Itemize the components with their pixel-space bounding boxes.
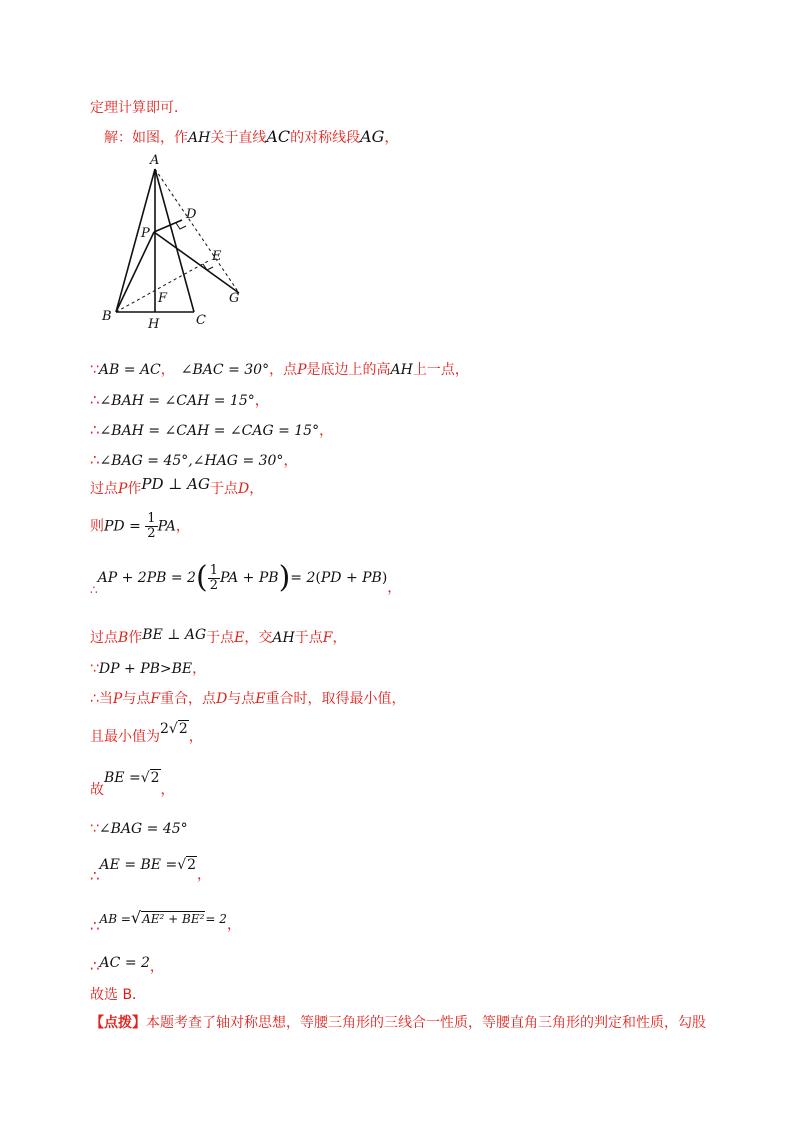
- math: AG: [360, 127, 385, 146]
- math: D: [238, 481, 250, 497]
- therefore-symbol: ∴: [90, 421, 100, 439]
- math: ∠BAH = ∠CAH = ∠CAG = 15°: [99, 423, 320, 439]
- value-2-sqrt-2: [160, 721, 189, 737]
- step-7: [90, 560, 402, 603]
- math: PD + PB: [320, 570, 382, 586]
- math: AH: [272, 630, 295, 646]
- math: ∠BAC = 30°: [180, 362, 270, 378]
- sqrt-symbol: √: [130, 908, 142, 927]
- step-10: [90, 689, 406, 709]
- text: 定理计算即可．: [90, 100, 188, 116]
- geometry-figure: [96, 150, 256, 330]
- text: ，: [283, 453, 298, 469]
- text: ，点: [269, 362, 298, 378]
- step-2: [90, 390, 269, 411]
- fraction-one-half: [145, 512, 157, 541]
- math: PA + PB: [219, 570, 279, 586]
- math: AH: [188, 130, 211, 146]
- step-9: [90, 659, 206, 679]
- label-P: P: [141, 226, 150, 241]
- therefore-symbol: ∴: [90, 391, 100, 409]
- text: 与点: [227, 691, 256, 707]
- label-E: E: [212, 249, 222, 264]
- math: ∠BAG = 45°: [98, 821, 188, 837]
- text: ，交: [244, 630, 273, 646]
- paren: ): [381, 570, 388, 586]
- math: AB =: [99, 912, 131, 926]
- math: = 2: [205, 912, 227, 926]
- step-8: [90, 628, 346, 648]
- step-6: [90, 512, 190, 541]
- text: ，: [197, 867, 212, 883]
- math: AC: [266, 127, 291, 146]
- math: BE ⊥ AG: [142, 627, 207, 643]
- radicand: 2: [187, 857, 197, 873]
- text: ，: [254, 393, 269, 409]
- text: ，: [149, 959, 164, 975]
- math: DP + PB>BE: [98, 661, 193, 677]
- text: 是底边上的高: [306, 362, 391, 378]
- math: B: [118, 630, 129, 646]
- text-line-2: [104, 127, 398, 148]
- text: 且最小值为: [90, 729, 160, 745]
- therefore-symbol: ∴: [90, 583, 98, 597]
- segment-AG: [155, 169, 239, 293]
- denominator: 2: [209, 577, 218, 593]
- text: ，: [332, 630, 347, 646]
- text: 的对称线段: [290, 130, 361, 146]
- step-11: [90, 721, 203, 747]
- text: 于点: [294, 630, 323, 646]
- text: 重合时，取得最小值，: [265, 691, 406, 707]
- math: ∠BAG = 45°,∠HAG = 30°: [99, 453, 284, 469]
- paren: ): [278, 560, 291, 595]
- coefficient: 2: [160, 721, 169, 737]
- text: ，: [175, 518, 190, 535]
- math: E: [255, 691, 266, 707]
- paren: (: [315, 570, 321, 586]
- numerator: 1: [147, 511, 156, 526]
- math: AE² + BE²: [142, 912, 205, 926]
- step-14: [90, 857, 212, 885]
- step-17: [90, 985, 146, 1005]
- math: F: [150, 691, 161, 707]
- step-4: [90, 450, 297, 471]
- segment-PG: [154, 232, 239, 293]
- text: 作: [128, 630, 143, 646]
- text-line-1: [90, 98, 188, 118]
- text: ，: [319, 423, 334, 439]
- because-symbol: ∵: [90, 362, 99, 378]
- label-G: G: [229, 291, 240, 306]
- math: AC = 2: [99, 955, 150, 971]
- text: 故选 B．: [90, 987, 147, 1003]
- label-B: B: [102, 309, 112, 324]
- text: ，: [160, 782, 175, 798]
- radicand: 2: [150, 770, 160, 786]
- text: 于点: [206, 630, 235, 646]
- math: AH: [390, 362, 413, 378]
- step-15: [90, 908, 241, 935]
- math: D: [216, 691, 228, 707]
- label-H: H: [148, 317, 160, 330]
- therefore-symbol: ∴: [90, 917, 100, 935]
- text: ，: [226, 917, 241, 933]
- text: 过点: [90, 481, 118, 497]
- text: ，: [384, 130, 399, 146]
- text: 上一点，: [412, 362, 469, 378]
- math: F: [322, 630, 333, 646]
- text: 故: [90, 782, 104, 798]
- math: AB = AC: [98, 362, 161, 378]
- therefore-symbol: ∴: [90, 867, 100, 885]
- math: = 2: [290, 570, 316, 586]
- because-symbol: ∵: [90, 661, 99, 677]
- math: BE =: [104, 770, 141, 786]
- math: P: [118, 481, 128, 497]
- step-5: [90, 475, 264, 499]
- note-line: [90, 1013, 706, 1033]
- because-symbol: ∵: [90, 821, 99, 837]
- denominator: 2: [147, 526, 156, 541]
- sqrt-symbol: √: [140, 770, 150, 786]
- step-1: ∵AB = AC， ∠BAC = 30°，点P是底边上的高AH上一点，: [90, 362, 469, 378]
- text: ，: [192, 661, 207, 677]
- text: 与点: [122, 691, 151, 707]
- step-12: [90, 770, 175, 800]
- text: 过点: [90, 630, 118, 646]
- therefore-symbol: ∴: [90, 957, 100, 975]
- label-C: C: [196, 313, 206, 328]
- paren: (: [195, 560, 208, 595]
- text: ，: [249, 481, 264, 497]
- text: 解：如图，作: [104, 130, 188, 146]
- math: E: [234, 630, 245, 646]
- math: P: [112, 691, 123, 707]
- sqrt-symbol: √: [168, 721, 178, 737]
- text: ，: [387, 580, 402, 596]
- text: 于点: [210, 481, 238, 497]
- therefore-symbol: ∴: [90, 451, 100, 469]
- step-3: [90, 420, 333, 441]
- math: P: [297, 362, 307, 378]
- text: 关于直线: [210, 130, 267, 146]
- math: PA: [157, 518, 176, 535]
- text: 重合，点: [160, 691, 217, 707]
- math: ∠BAH = ∠CAH = 15°: [99, 393, 255, 409]
- right-angle-D: [176, 223, 186, 229]
- math: AE = BE =: [99, 857, 178, 873]
- text: ∴当: [90, 691, 113, 707]
- note-tag: 【点拨】: [90, 1015, 146, 1031]
- math: PD =: [104, 518, 141, 535]
- label-A: A: [150, 153, 160, 168]
- sqrt-symbol: √: [177, 857, 187, 873]
- text: ，: [188, 729, 203, 745]
- label-D: D: [186, 207, 197, 222]
- fraction-one-half: [208, 564, 220, 593]
- math: PD ⊥ AG: [141, 475, 210, 493]
- math: AP + 2PB = 2: [97, 570, 196, 586]
- note-text: 本题考查了轴对称思想，等腰三角形的三线合一性质，等腰直角三角形的判定和性质，勾股: [146, 1015, 706, 1031]
- label-F: F: [158, 291, 168, 306]
- text: 作: [127, 481, 142, 497]
- step-16: [90, 952, 164, 973]
- numerator: 1: [209, 562, 218, 578]
- math-group: [104, 770, 161, 786]
- step-13: [90, 819, 188, 839]
- text: 则: [90, 518, 104, 535]
- radicand: 2: [178, 721, 188, 737]
